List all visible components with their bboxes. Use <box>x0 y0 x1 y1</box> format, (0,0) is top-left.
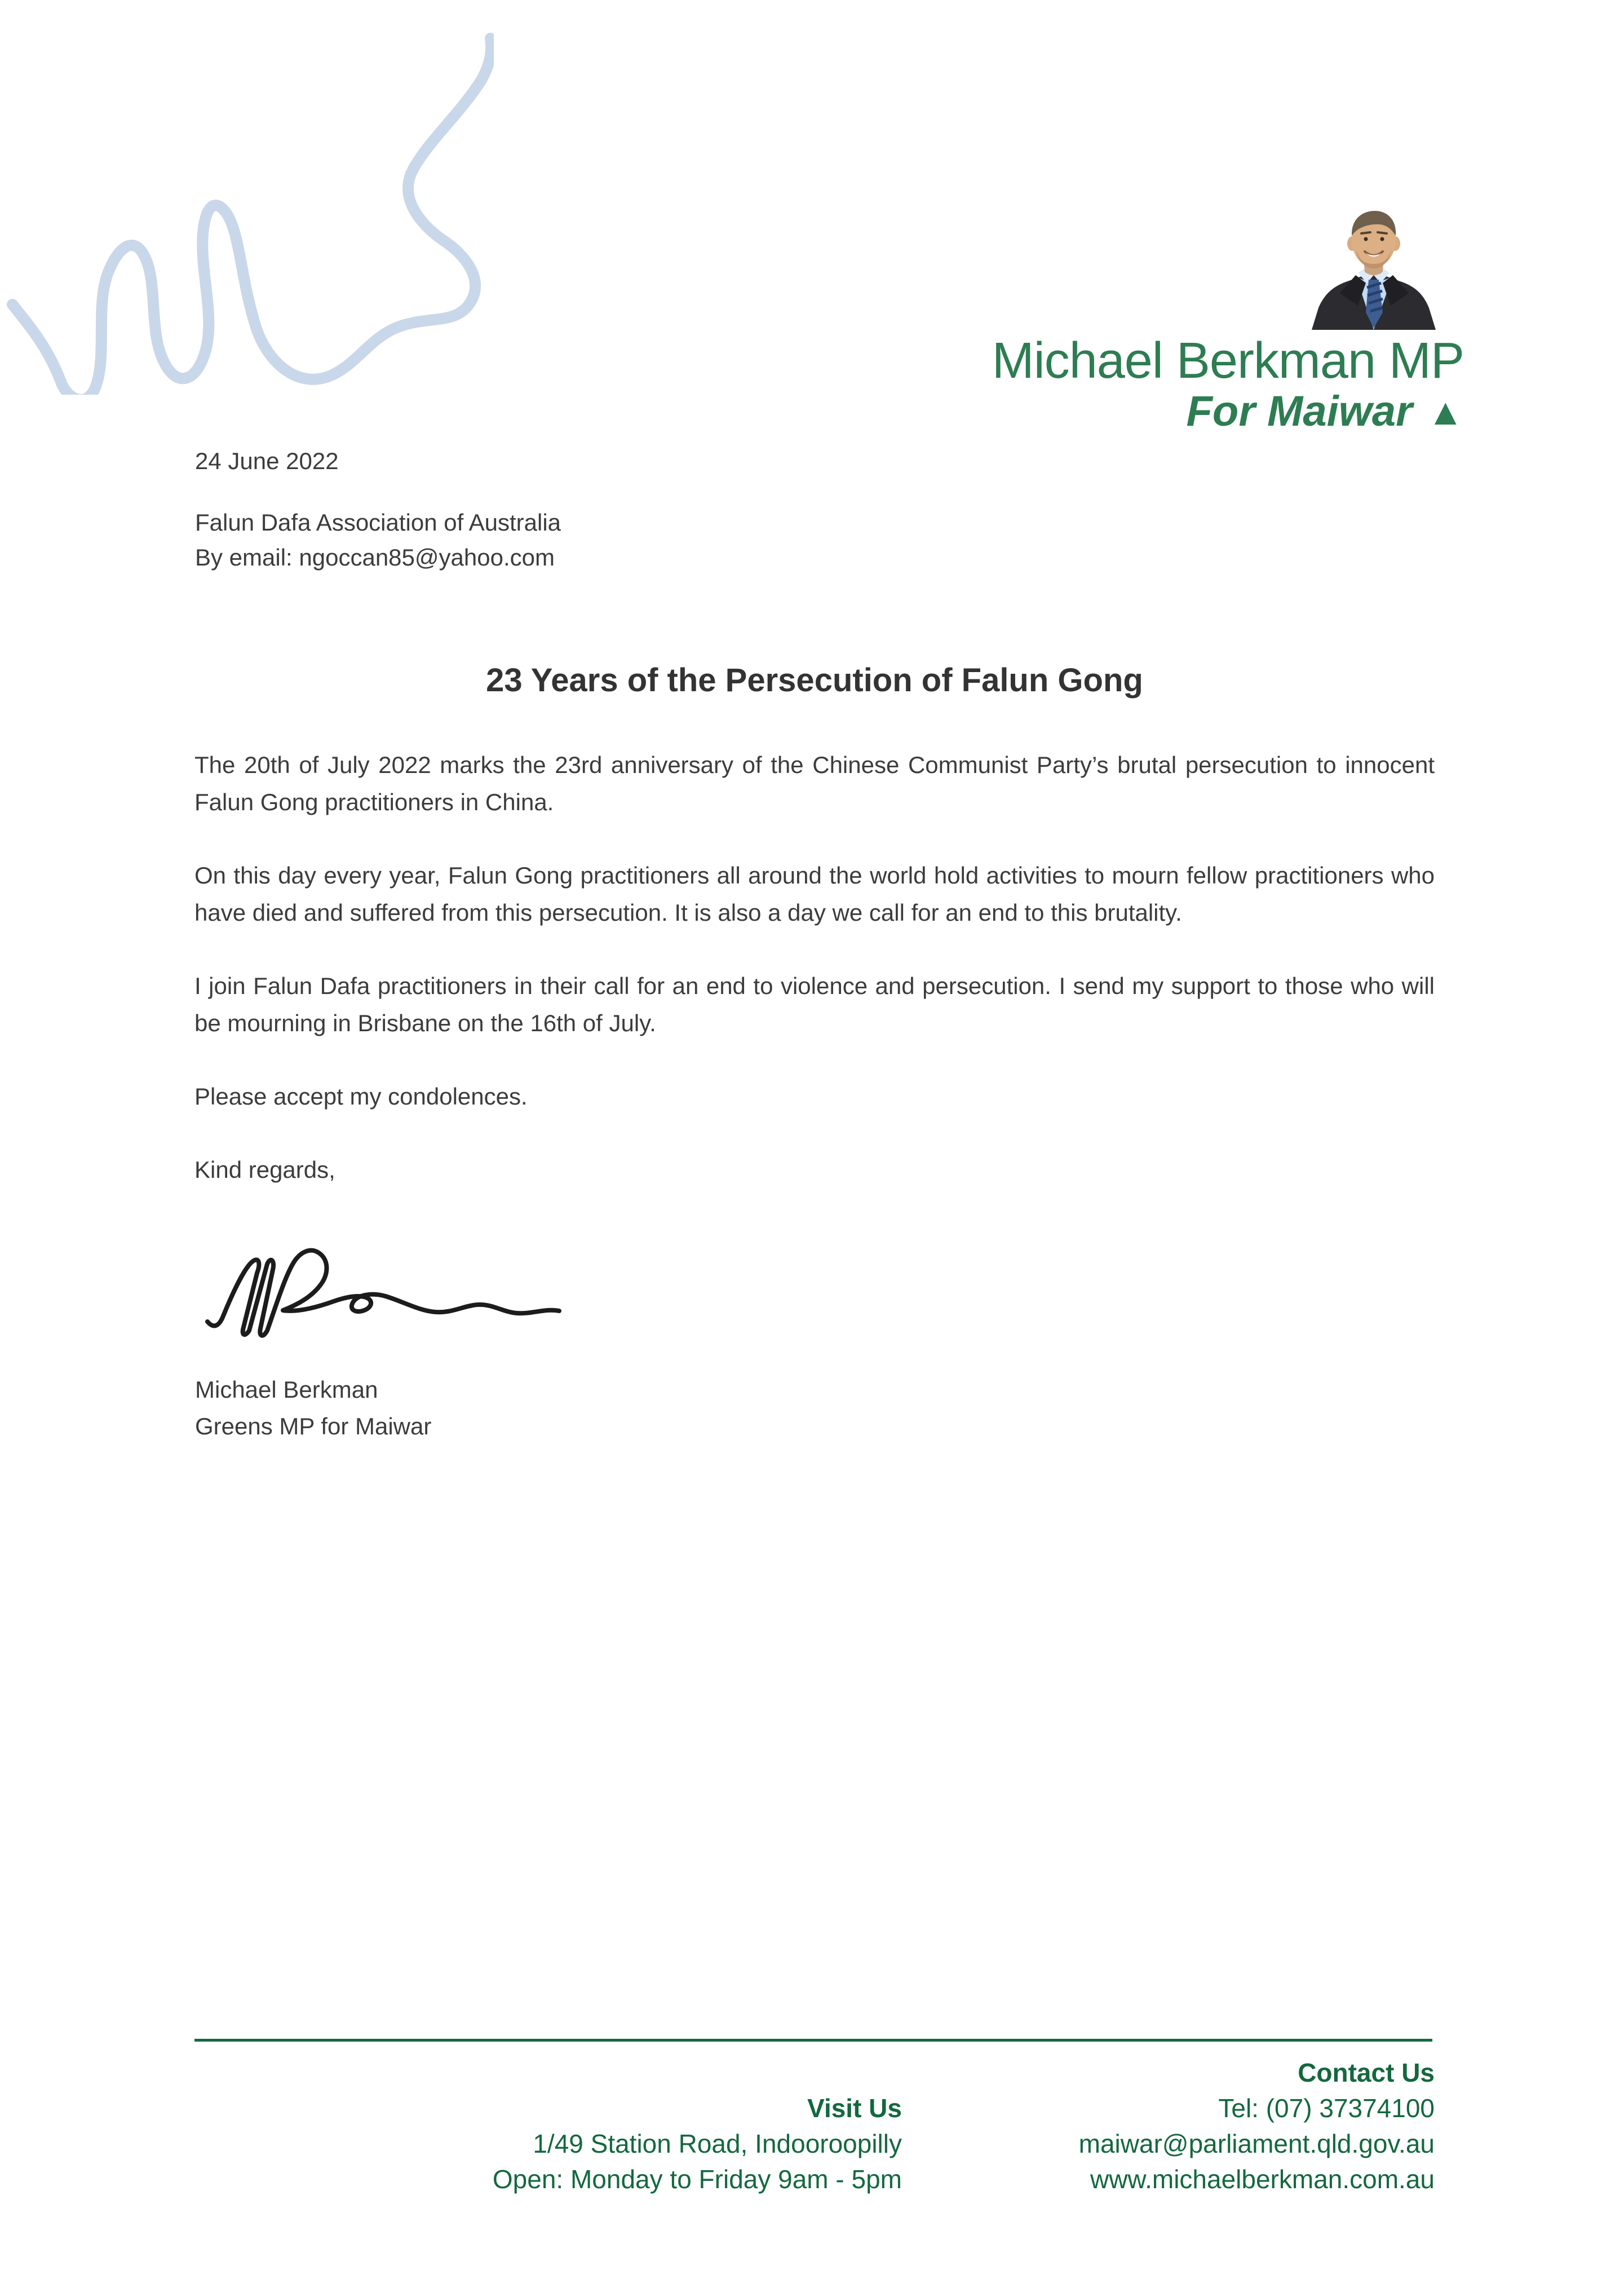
river-squiggle-decoration <box>5 14 494 395</box>
letter-closing: Please accept my condolences. <box>194 1083 528 1110</box>
letter-paragraph: I join Falun Dafa practitioners in their call for an end to violence and persecution. I send my support to those who will be mourning in Brisbane on the 16th of July. <box>194 973 1435 1036</box>
recipient-delivery: By email: ngoccan85@yahoo.com <box>195 544 555 571</box>
recipient-block <box>195 505 561 575</box>
letterhead-tagline <box>992 389 1464 434</box>
signatory-name: Michael Berkman <box>195 1376 378 1403</box>
signature <box>198 1238 570 1354</box>
visit-address: 1/49 Station Road, Indooroopilly <box>533 2129 902 2158</box>
footer-divider <box>194 2039 1432 2042</box>
greens-triangle-icon: ▲ <box>1427 391 1464 432</box>
footer-contact-column <box>958 2055 1435 2197</box>
contact-us-heading: Contact Us <box>1298 2058 1435 2087</box>
visit-us-heading: Visit Us <box>807 2093 902 2123</box>
visit-hours: Open: Monday to Friday 9am - 5pm <box>492 2165 902 2194</box>
footer-visit-column <box>395 2091 902 2197</box>
letterhead-tagline-text: For Maiwar <box>1186 387 1413 435</box>
contact-phone: Tel: (07) 37374100 <box>1218 2093 1435 2123</box>
signatory-block <box>195 1371 431 1445</box>
letter-paragraph: The 20th of July 2022 marks the 23rd anniversary of the Chinese Communist Party’s brutal persecution to innocent Falun Gong practitioners in China. <box>194 752 1435 815</box>
letter-date: 24 June 2022 <box>195 448 339 474</box>
letter-subject: 23 Years of the Persecution of Falun Gong <box>486 662 1143 699</box>
letter-paragraph: On this day every year, Falun Gong practitioners all around the world hold activities to mourn fellow practitioners who have died and suffered from this persecution. It is also a day we call for an end to this brutality. <box>194 862 1435 926</box>
letterhead-brand <box>992 335 1464 434</box>
letter-valediction: Kind regards, <box>194 1156 335 1183</box>
portrait-photo <box>1304 209 1444 330</box>
letter-body <box>194 661 1435 1225</box>
contact-email-link[interactable]: maiwar@parliament.qld.gov.au <box>1078 2129 1435 2158</box>
contact-website-link[interactable]: www.michaelberkman.com.au <box>1090 2165 1435 2194</box>
letterhead-name: Michael Berkman MP <box>992 333 1464 389</box>
recipient-name: Falun Dafa Association of Australia <box>195 509 561 536</box>
signatory-title: Greens MP for Maiwar <box>195 1413 432 1439</box>
